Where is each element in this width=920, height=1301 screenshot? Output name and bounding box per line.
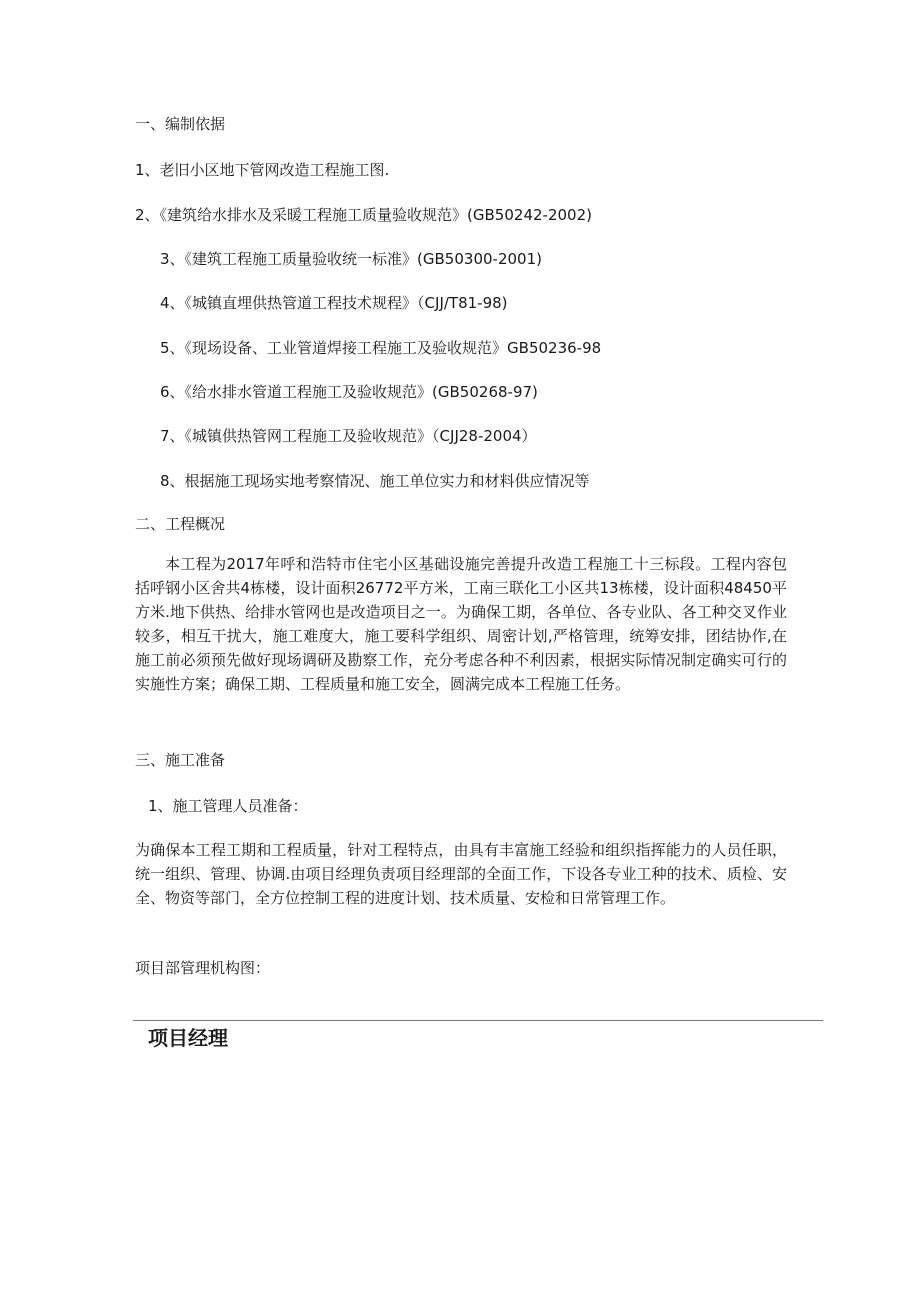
staff-preparation-paragraph: 为确保本工程工期和工程质量，针对工程特点，由具有丰富施工经验和组织指挥能力的人员任职，统一组织、管理、协调.由项目经理负责项目经理部的全面工作，下设各专业工种的技术、质检、安全、物资等部门，全方位控制工程的进度计划、技术质量、安检和日常管理工作。 xyxy=(135,841,787,907)
staff-preparation-subheading: 1、施工管理人员准备： xyxy=(148,797,308,815)
basis-item-1: 1、老旧小区地下管网改造工程施工图. xyxy=(135,161,390,179)
basis-item-8: 8、根据施工现场实地考察情况、施工单位实力和材料供应情况等 xyxy=(160,472,590,490)
basis-item-4: 4、《城镇直埋供热管道工程技术规程》（CJJ/T81-98) xyxy=(160,294,508,312)
project-overview-paragraph: 本工程为2017年呼和浩特市住宅小区基础设施完善提升改造工程施工十三标段。工程内容包括呼钢小区舍共4栋楼，设计面积26772平方米，工南三联化工小区共13栋楼，设计面积48450平方米.地下供热、给排水管网也是改造项目之一。为确保工期，各单位、各专业队、各工种交叉作业较多，相互干扰大，施工难度大，施工要科学组织、周密计划,严格管理，统筹安排，团结协作,在施工前必须预先做好现场调研及勘察工作，充分考虑各种不利因素，根据实际情况制定确实可行的实施性方案；确保工期、工程质量和施工安全，圆满完成本工程施工任务。 xyxy=(135,555,787,693)
basis-item-3: 3、《建筑工程施工质量验收统一标准》(GB50300-2001) xyxy=(160,250,542,268)
section-2-heading: 二、工程概况 xyxy=(135,515,226,533)
section-1-heading: 一、编制依据 xyxy=(135,115,226,133)
org-chart-divider xyxy=(133,1020,823,1021)
org-chart-project-manager-box: 项目经理 xyxy=(148,1026,228,1050)
org-chart-caption: 项目部管理机构图： xyxy=(135,959,271,977)
basis-item-2: 2、《建筑给水排水及采暖工程施工质量验收规范》(GB50242-2002) xyxy=(135,206,592,224)
basis-item-7: 7、《城镇供热管网工程施工及验收规范》（CJJ28-2004） xyxy=(160,427,537,445)
basis-item-6: 6、《给水排水管道工程施工及验收规范》(GB50268-97) xyxy=(160,383,538,401)
basis-item-5: 5、《现场设备、工业管道焊接工程施工及验收规范》GB50236-98 xyxy=(160,339,602,357)
section-3-heading: 三、施工准备 xyxy=(135,751,226,769)
